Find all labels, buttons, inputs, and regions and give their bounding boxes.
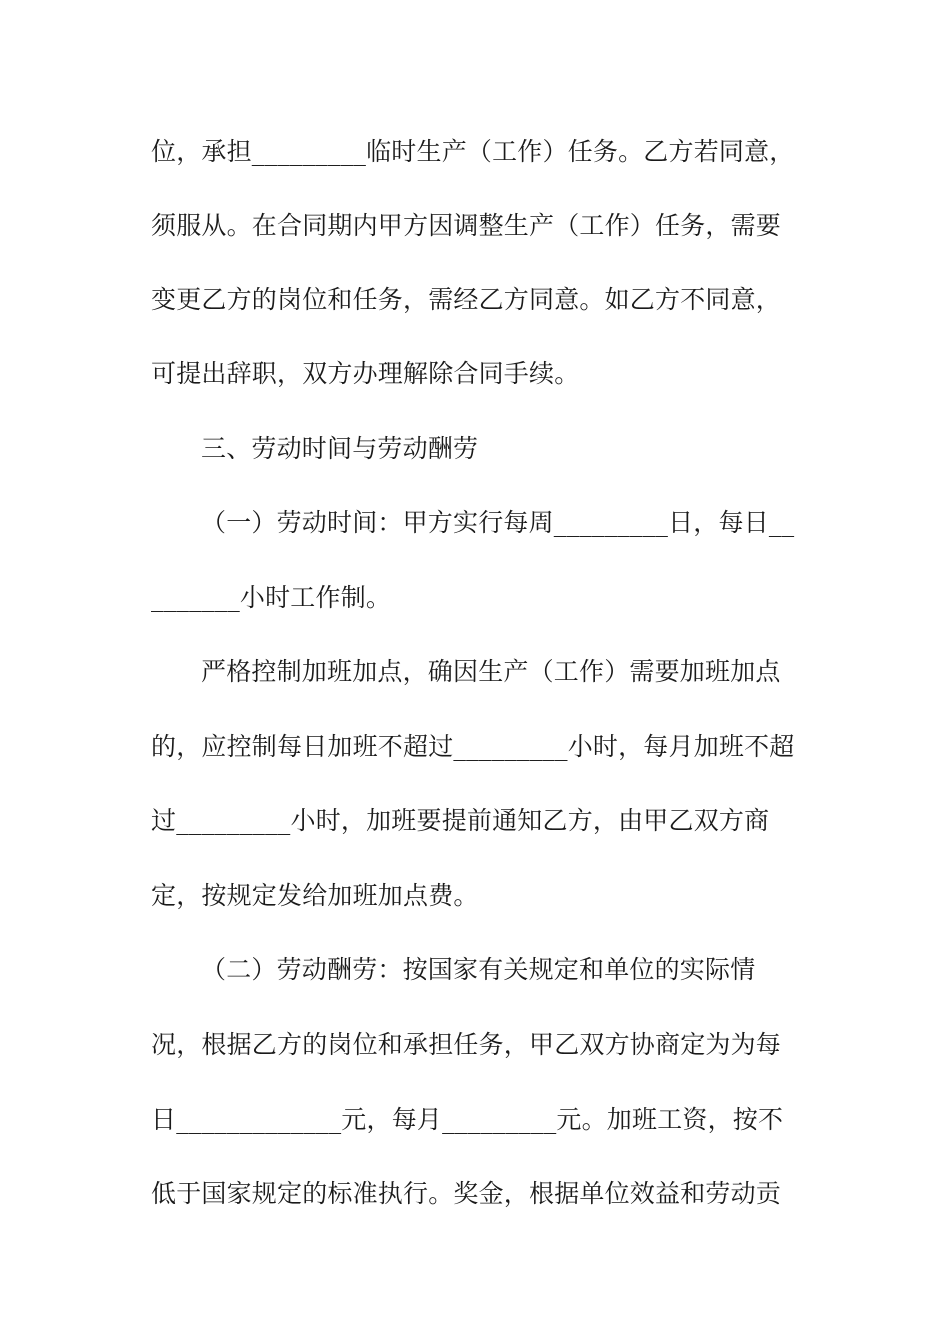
paragraph-line: （二）劳动酬劳：按国家有关规定和单位的实际情 xyxy=(201,955,756,984)
paragraph-line: 的，应控制每日加班不超过_________小时，每月加班不超 xyxy=(151,732,795,761)
paragraph-line: 严格控制加班加点，确因生产（工作）需要加班加点 xyxy=(201,657,781,686)
section-heading: 三、劳动时间与劳动酬劳 xyxy=(201,434,479,463)
paragraph-line: 须服从。在合同期内甲方因调整生产（工作）任务，需要 xyxy=(151,211,782,240)
paragraph-line: 况，根据乙方的岗位和承担任务，甲乙双方协商定为为每 xyxy=(151,1030,782,1059)
paragraph-line: 日_____________元，每月_________元。加班工资，按不 xyxy=(151,1105,784,1134)
paragraph-line: 定，按规定发给加班加点费。 xyxy=(151,881,479,910)
paragraph-line: 可提出辞职，双方办理解除合同手续。 xyxy=(151,359,580,388)
paragraph-line: 位，承担_________临时生产（工作）任务。乙方若同意， xyxy=(151,137,795,166)
paragraph-line: （一）劳动时间：甲方实行每周_________日，每日__ xyxy=(201,508,795,537)
paragraph-line: 低于国家规定的标准执行。奖金，根据单位效益和劳动贡 xyxy=(151,1179,782,1208)
paragraph-line: 过_________小时，加班要提前通知乙方，由甲乙双方商 xyxy=(151,806,770,835)
paragraph-line: _______小时工作制。 xyxy=(151,583,392,612)
paragraph-line: 变更乙方的岗位和任务，需经乙方同意。如乙方不同意， xyxy=(151,285,782,314)
